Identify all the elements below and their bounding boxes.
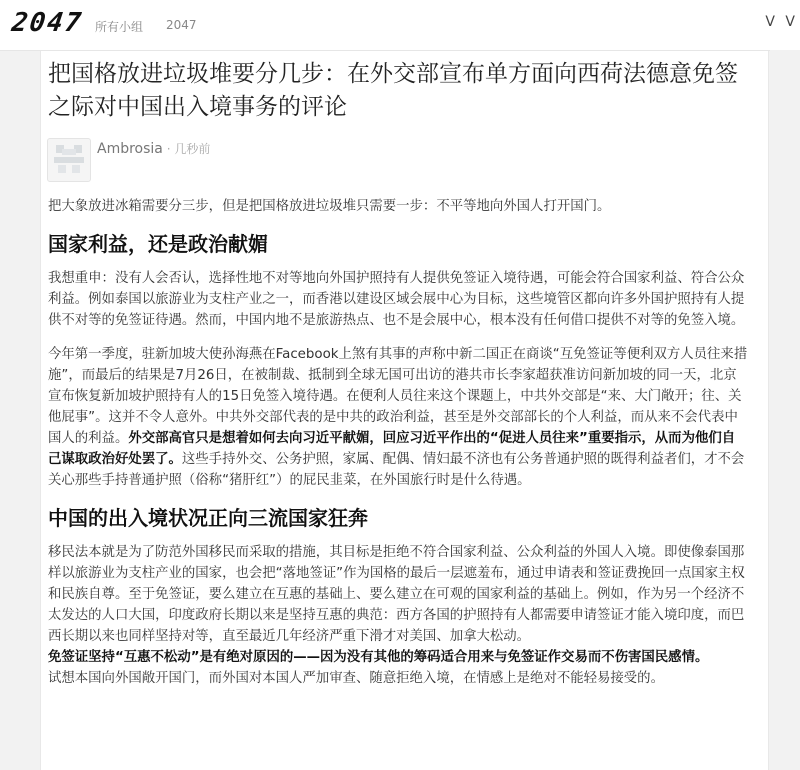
section1-paragraph-1: 我想重申：没有人会否认，选择性地不对等地向外国护照持有人提供免签证入境待遇，可能会符合国家利益、符合公众利益。例如泰国以旅游业为支柱产业之一，而香港以建设区域会展中心为目标，这些境管区都向许多外国护照持有人提供不对等的免签证待遇。然而，中国内地不是旅游热点、也不是会展中心，根本没有任何借口提供不对等的免签入境。 (48, 271, 745, 328)
post-body (48, 196, 748, 689)
post-meta (97, 140, 210, 157)
section-heading-national-interest: 国家利益，还是政治献媚 (48, 232, 268, 256)
site-logo[interactable]: 2047 (9, 8, 85, 38)
post-title: 把国格放进垃圾堆要分几步：在外交部宣布单方面向西荷法德意免签之际对中国出入境事务的评论 (48, 61, 738, 120)
nav-2047-link[interactable]: 2047 (166, 18, 197, 32)
post-time: 几秒前 (174, 142, 211, 156)
author-name-link[interactable]: Ambrosia (97, 141, 163, 157)
paragraph-text: 这些手持外交、公务护照，家属、配偶、情妇最不济也有公务普通护照的既得利益者们，才不会关心那些手持普通护照（俗称“猪肝红”）的屁民韭菜，在外国旅行时是什么待遇。 (48, 452, 745, 488)
paragraph-text: 试想本国向外国敞开国门，而外国对本国人严加审查、随意拒绝入境，在情感上是绝对不能轻易接受的。 (48, 671, 664, 686)
cropped-edge-text: V V (765, 14, 798, 30)
bold-emphasis: 外交部高官只是想着如何去向习近平献媚，回应习近平作出的“促进人员往来”重要指示，从而为他们自己谋取政治好处罢了。 (48, 431, 736, 467)
section1-paragraph-2 (48, 344, 748, 491)
avatar-identicon-icon (48, 139, 90, 181)
intro-paragraph: 把大象放进冰箱需要分三步，但是把国格放进垃圾堆只需要一步：不平等地向外国人打开国门。 (48, 199, 611, 214)
paragraph-text: 移民法本就是为了防范外国移民而采取的措施，其目标是拒绝不符合国家利益、公众利益的外国人入境。即使像泰国那样以旅游业为支柱产业的国家，也会把“落地签证”作为国格的最后一层遮羞布，通过申请表和签证费挽回一点国家主权和民族自尊。至于免签证，要么建立在互惠的基础上、要么建立在可观的国家利益的基础上。例如，作为另一个经济不太发达的人口大国，印度政府长期以来是坚持互惠的典范：西方各国的护照持有人都需要申请签证才能入境印度，而巴西长期以来也同样坚持对等，直至最近几年经济严重下滑才对美国、加拿大松动。 (48, 545, 745, 644)
nav-all-groups-link[interactable]: 所有小组 (95, 20, 144, 34)
paragraph-text: 今年第一季度，驻新加坡大使孙海燕在Facebook上煞有其事的声称中新二国正在商谈“互免签证等便利双方人员往来措施”，而最后的结果是7月26日，在被制裁、抵制到全球无国可出访的港共市长李家超获准访问新加坡的同一天，北京宣布恢复新加坡护照持有人的15日免签入境待遇。在便利人员往来这个课题上，中共外交部是“来、大门敞开；往、关他屁事”。这并不令人意外。中共外交部代表的是中共的政治利益，甚至是外交部部长的个人利益，而从来不会代表中国人的利益。 (48, 347, 748, 446)
top-navigation-bar (0, 0, 800, 51)
meta-separator: · (162, 142, 175, 156)
section-heading-entry-exit: 中国的出入境状况正向三流国家狂奔 (48, 506, 368, 530)
bold-emphasis: 免签证坚持“互惠不松动”是有绝对原因的——因为没有其他的筹码适合用来与免签证作交易而不伤害国民感情。 (48, 650, 709, 665)
author-avatar[interactable] (47, 138, 91, 182)
section2-paragraph-1 (48, 542, 748, 689)
right-margin (770, 50, 800, 770)
